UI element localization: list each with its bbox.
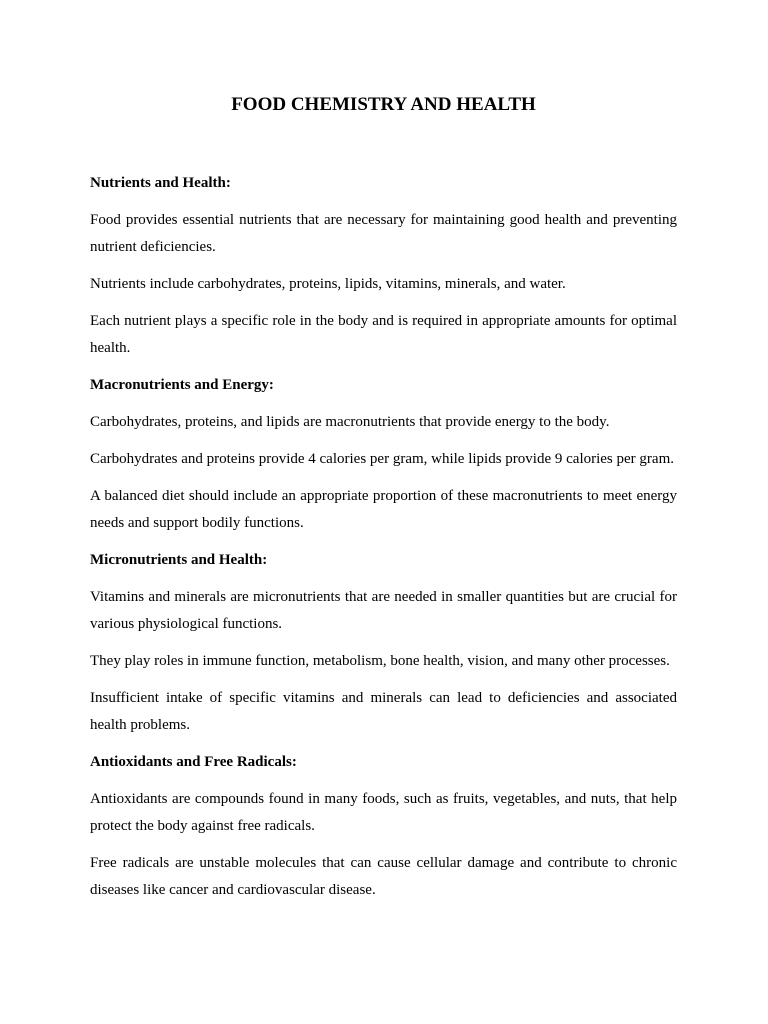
section-nutrients-health [90, 170, 677, 362]
document-title: FOOD CHEMISTRY AND HEALTH [231, 94, 536, 115]
section-micronutrients-health [90, 547, 677, 739]
document-page [90, 92, 677, 914]
section-heading: Macronutrients and Energy: [90, 377, 274, 393]
section-heading: Micronutrients and Health: [90, 552, 268, 568]
paragraph: They play roles in immune function, metabolism, bone health, vision, and many other processes. [90, 653, 670, 669]
paragraph: Each nutrient plays a specific role in the body and is required in appropriate amounts for optimal health. [90, 313, 677, 356]
paragraph: Vitamins and minerals are micronutrients that are needed in smaller quantities but are crucial for various physiological functions. [90, 589, 677, 632]
paragraph: Carbohydrates, proteins, and lipids are macronutrients that provide energy to the body. [90, 414, 610, 430]
paragraph: Insufficient intake of specific vitamins and minerals can lead to deficiencies and associated health problems. [90, 690, 677, 733]
section-heading: Antioxidants and Free Radicals: [90, 754, 297, 770]
section-heading: Nutrients and Health: [90, 175, 231, 191]
paragraph: Carbohydrates and proteins provide 4 calories per gram, while lipids provide 9 calories per gram. [90, 451, 674, 467]
paragraph: A balanced diet should include an appropriate proportion of these macronutrients to meet energy needs and support bodily functions. [90, 488, 677, 531]
paragraph: Food provides essential nutrients that are necessary for maintaining good health and preventing nutrient deficiencies. [90, 212, 677, 255]
section-macronutrients-energy [90, 372, 677, 537]
paragraph: Antioxidants are compounds found in many foods, such as fruits, vegetables, and nuts, that help protect the body against free radicals. [90, 791, 677, 834]
paragraph: Free radicals are unstable molecules that can cause cellular damage and contribute to chronic diseases like cancer and cardiovascular disease. [90, 855, 677, 898]
paragraph: Nutrients include carbohydrates, proteins, lipids, vitamins, minerals, and water. [90, 276, 566, 292]
section-antioxidants-free-radicals [90, 749, 677, 904]
